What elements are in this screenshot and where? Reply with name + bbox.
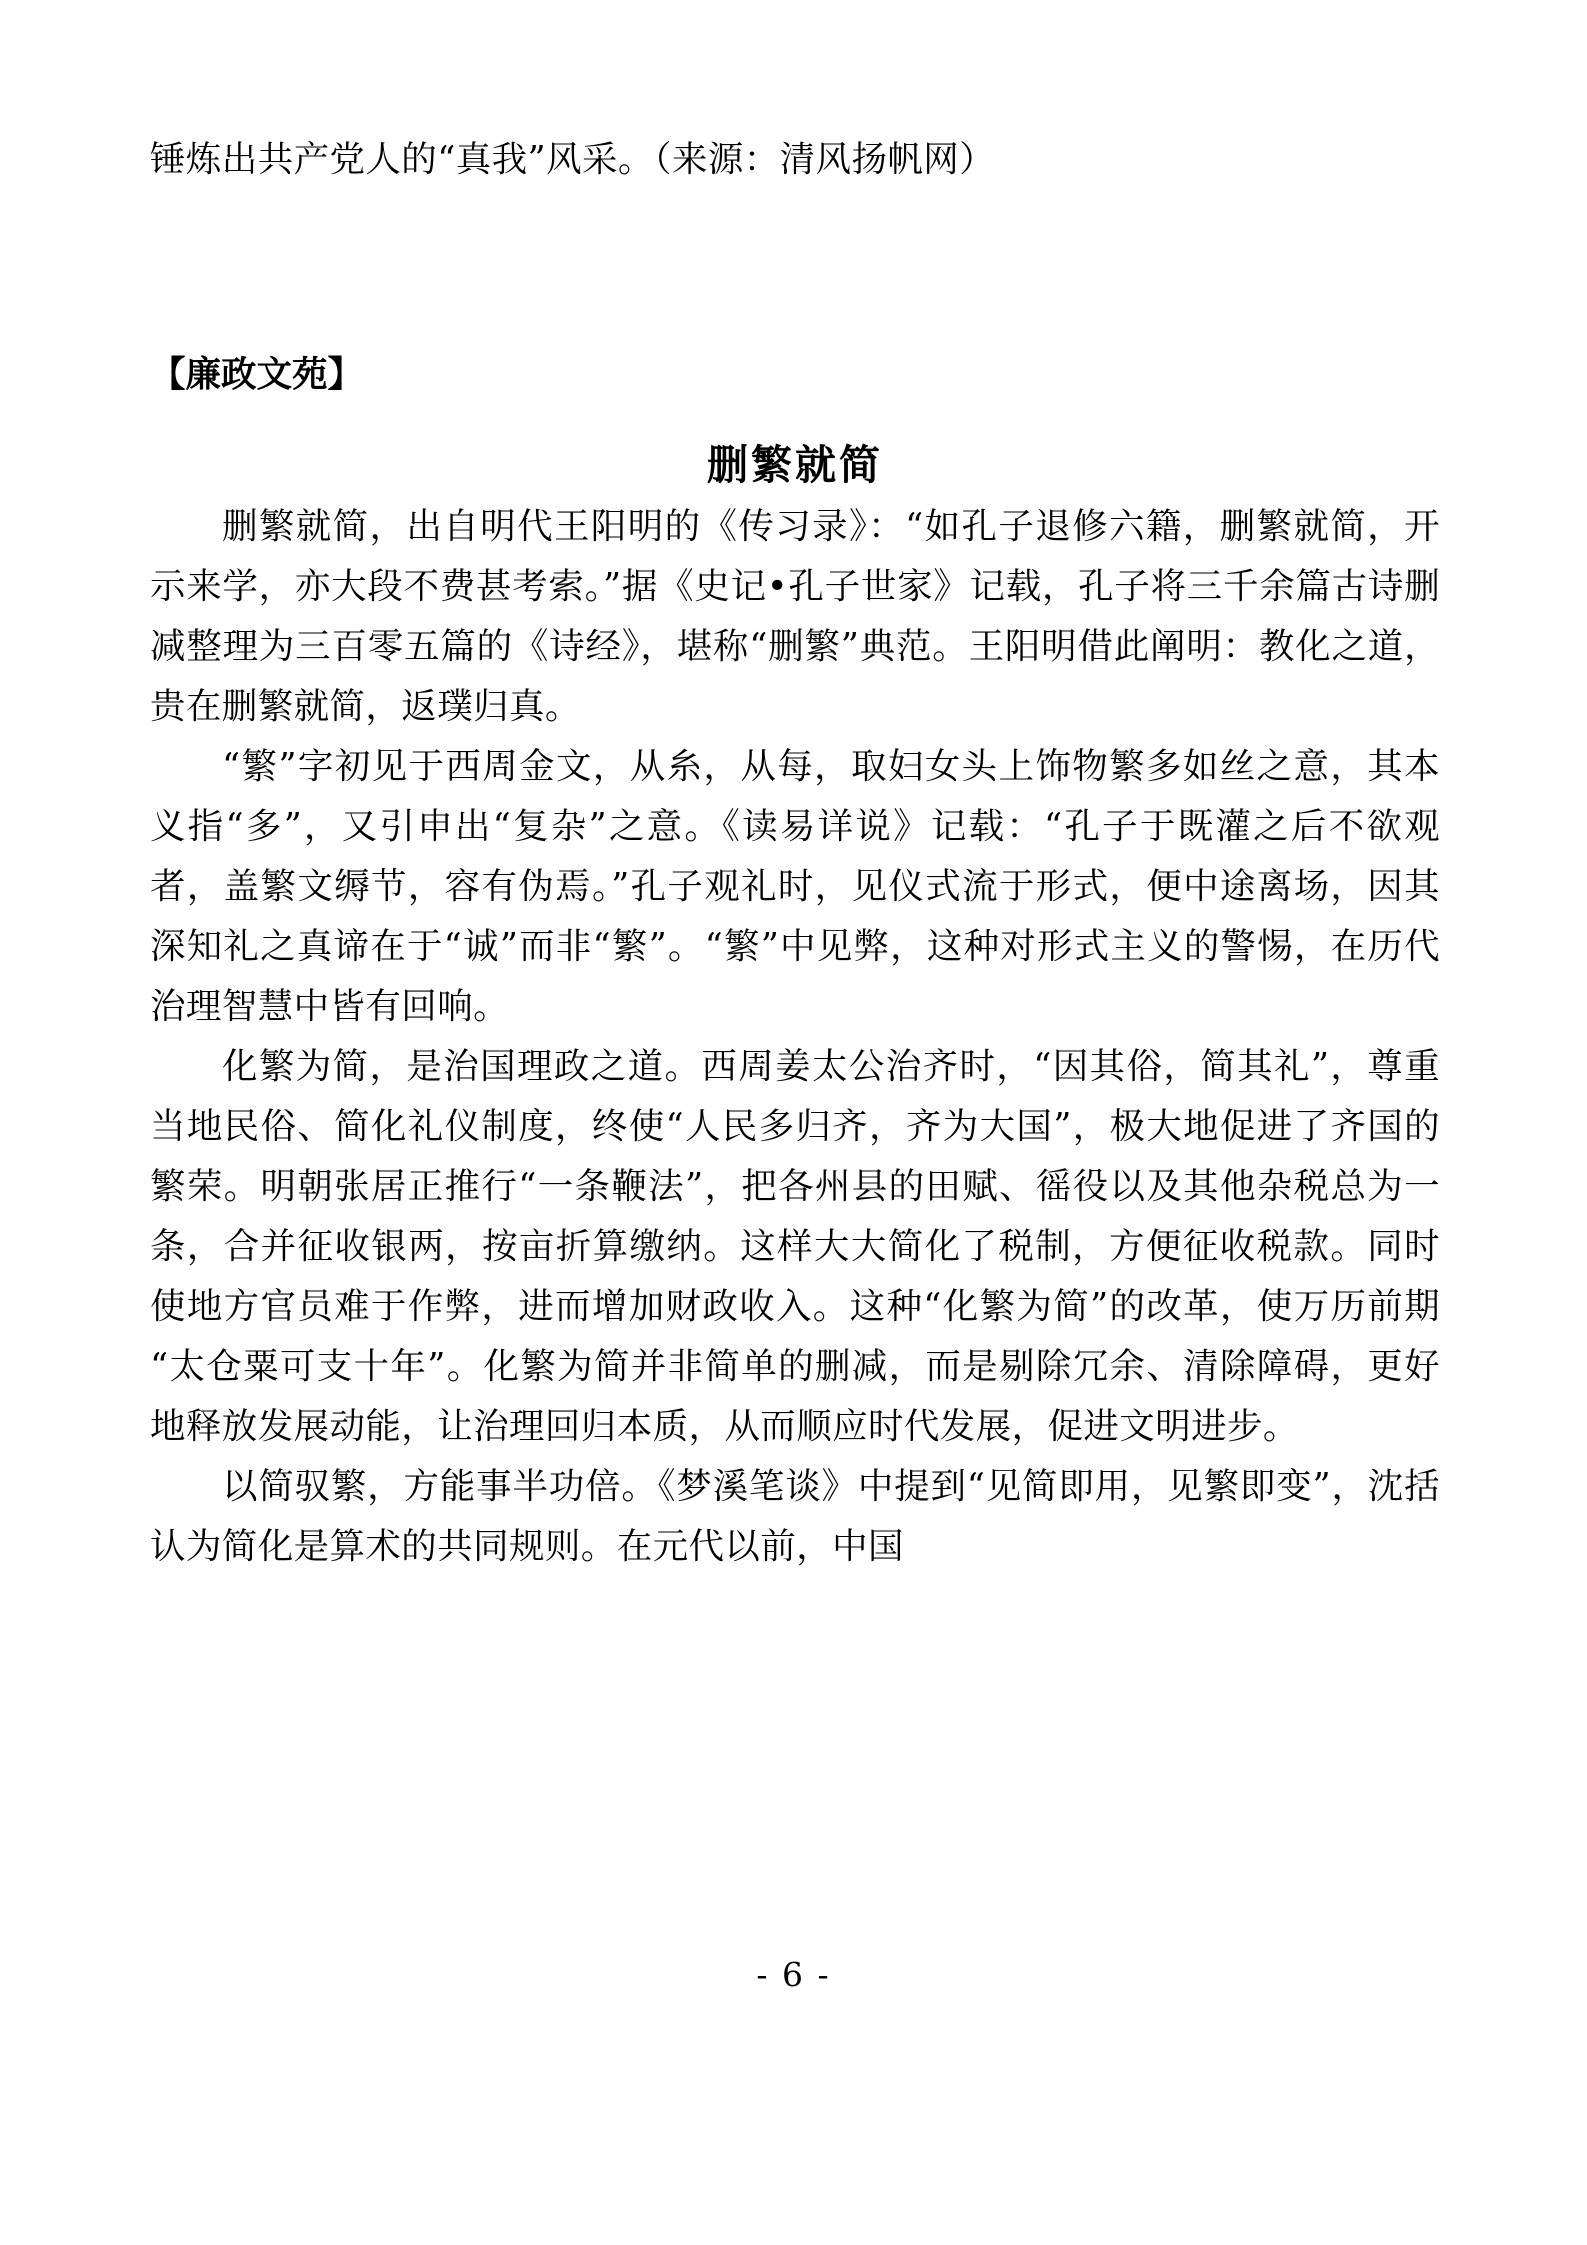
body-paragraph: 化繁为简，是治国理政之道。西周姜太公治齐时，“因其俗，简其礼”，尊重当地民俗、简化礼仪制度，终使“人民多归齐，齐为大国”，极大地促进了齐国的繁荣。明朝张居正推行“一条鞭法”，把各州县的田赋、徭役以及其他杂税总为一条，合并征收银两，按亩折算缴纳。这样大大简化了税制，方便征收税款。同时使地方官员难于作弊，进而增加财政收入。这种“化繁为简”的改革，使万历前期“太仓粟可支十年”。化繁为简并非简单的删减，而是剔除冗余、清除障碍，更好地释放发展动能，让治理回归本质，从而顺应时代发展，促进文明进步。: [150, 1046, 1440, 1447]
body-paragraph: “繁”字初见于西周金文，从糸，从每，取妇女头上饰物繁多如丝之意，其本义指“多”，又引申出“复杂”之意。《读易详说》记载：“孔子于既灌之后不欲观者，盖繁文缛节，容有伪焉。”孔子观礼时，见仪式流于形式，便中途离场，因其深知礼之真谛在于“诚”而非“繁”。“繁”中见弊，这种对形式主义的警惕，在历代治理智慧中皆有回响。: [150, 746, 1440, 1027]
body-paragraph: 以简驭繁，方能事半功倍。《梦溪笔谈》中提到“见简即用，见繁即变”，沈括认为简化是算术的共同规则。在元代以前，中国: [150, 1466, 1440, 1567]
spacer-above-section-heading: [150, 190, 1440, 345]
page-content: [150, 0, 1440, 1577]
body-paragraph: 删繁就简，出自明代王阳明的《传习录》：“如孔子退修六籍，删繁就简，开示来学，亦大段不费甚考索。”据《史记•孔子世家》记载，孔子将三千余篇古诗删减整理为三百零五篇的《诗经》，堪称“删繁”典范。王阳明借此阐明：教化之道，贵在删繁就简，返璞归真。: [150, 506, 1440, 727]
spacer-above-article-title: [150, 405, 1440, 433]
continued-paragraph: 锤炼出共产党人的“真我”风采。（来源：清风扬帆网）: [150, 139, 996, 180]
section-heading: 【廉政文苑】: [150, 354, 364, 395]
article-title: 删繁就简: [707, 441, 883, 489]
page-number: - 6 -: [756, 1955, 831, 1994]
article-body: [150, 497, 1440, 1577]
